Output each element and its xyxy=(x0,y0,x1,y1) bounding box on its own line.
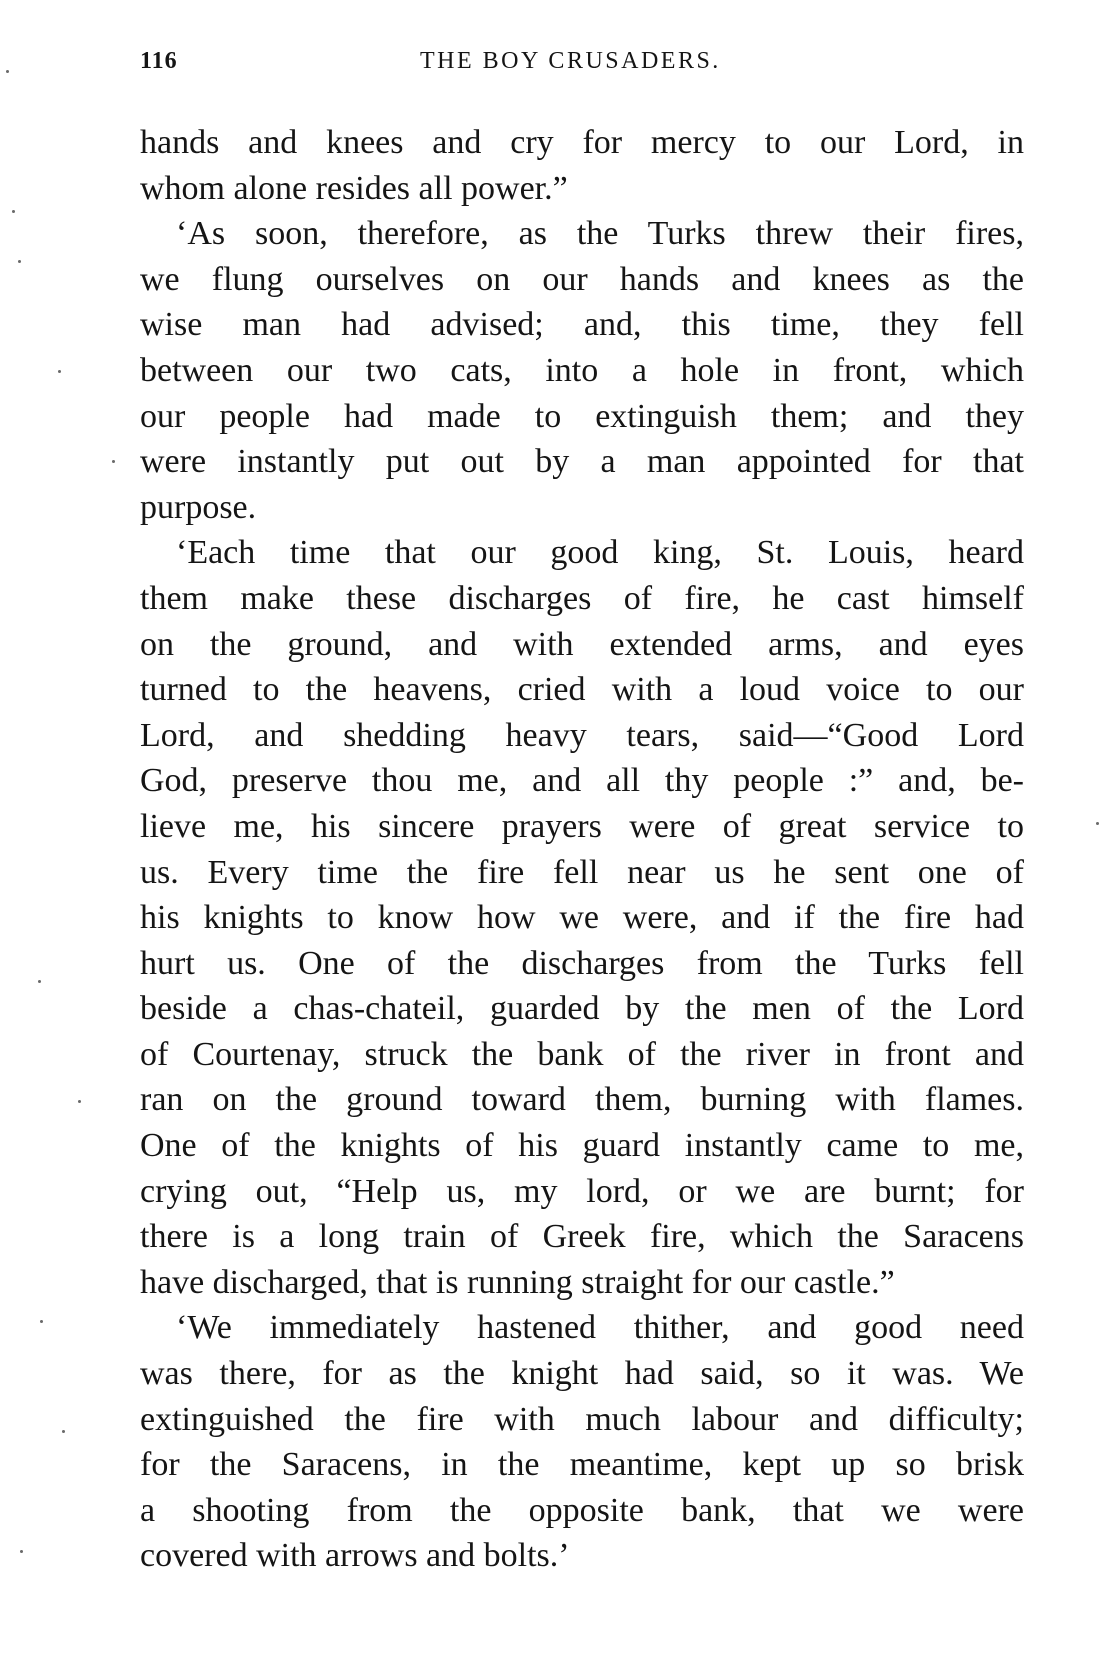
margin-speck xyxy=(78,1100,81,1103)
text-line: crying out, “Help us, my lord, or we are burnt; for xyxy=(140,1172,1024,1210)
text-line: lieve me, his sincere prayers were of great service to xyxy=(140,807,1024,845)
text-line: ran on the ground toward them, burning with flames. xyxy=(140,1081,1024,1119)
margin-speck xyxy=(12,210,15,213)
text-line: between our two cats, into a hole in front, which xyxy=(140,351,1024,389)
text-line: his knights to know how we were, and if the fire had xyxy=(140,899,1024,937)
text-line: ‘Each time that our good king, St. Louis, heard xyxy=(176,534,1024,572)
page-number: 116 xyxy=(140,48,178,74)
margin-speck xyxy=(38,980,41,983)
text-line: covered with arrows and bolts.’ xyxy=(140,1537,570,1575)
text-line: our people had made to extinguish them; and they xyxy=(140,397,1024,435)
body-text xyxy=(140,120,1024,1579)
margin-speck xyxy=(6,70,9,73)
margin-speck xyxy=(58,370,61,373)
margin-speck xyxy=(40,1320,43,1323)
text-line: there is a long train of Greek fire, which the Saracens xyxy=(140,1218,1024,1256)
text-line: turned to the heavens, cried with a loud voice to our xyxy=(140,671,1024,709)
text-line: a shooting from the opposite bank, that we were xyxy=(140,1491,1024,1529)
text-line: ‘We immediately hastened thither, and good need xyxy=(176,1309,1024,1347)
text-line: wise man had advised; and, this time, they fell xyxy=(140,306,1024,344)
text-line: for the Saracens, in the meantime, kept up so brisk xyxy=(140,1446,1024,1484)
text-line: beside a chas-chateil, guarded by the men of the Lord xyxy=(140,990,1024,1028)
margin-speck xyxy=(62,1430,65,1433)
margin-speck xyxy=(20,1550,23,1553)
text-line: of Courtenay, struck the bank of the river in front and xyxy=(140,1035,1024,1073)
text-line: us. Every time the fire fell near us he sent one of xyxy=(140,853,1024,891)
text-line: hurt us. One of the discharges from the Turks fell xyxy=(140,944,1024,982)
margin-speck xyxy=(112,460,115,463)
text-line: Lord, and shedding heavy tears, said—“Good Lord xyxy=(140,716,1024,754)
text-line: on the ground, and with extended arms, and eyes xyxy=(140,625,1024,663)
text-line: we flung ourselves on our hands and knees as the xyxy=(140,260,1024,298)
text-line: were instantly put out by a man appointed for that xyxy=(140,443,1024,481)
running-head xyxy=(140,48,1024,88)
margin-speck xyxy=(1096,822,1099,825)
text-line: ‘As soon, therefore, as the Turks threw their fires, xyxy=(176,215,1024,253)
text-line: have discharged, that is running straight for our castle.” xyxy=(140,1263,895,1301)
text-line: God, preserve thou me, and all thy people :” and, be- xyxy=(140,762,1024,800)
text-line: purpose. xyxy=(140,488,257,526)
text-line: them make these discharges of fire, he cast himself xyxy=(140,579,1024,617)
running-title: THE BOY CRUSADERS. xyxy=(420,48,721,74)
text-line: extinguished the fire with much labour and difficulty; xyxy=(140,1400,1024,1438)
text-line: whom alone resides all power.” xyxy=(140,169,568,207)
text-line: hands and knees and cry for mercy to our Lord, in xyxy=(140,124,1024,161)
margin-speck xyxy=(18,260,21,263)
text-line: One of the knights of his guard instantly came to me, xyxy=(140,1127,1024,1165)
text-line: was there, for as the knight had said, so it was. We xyxy=(140,1355,1024,1393)
